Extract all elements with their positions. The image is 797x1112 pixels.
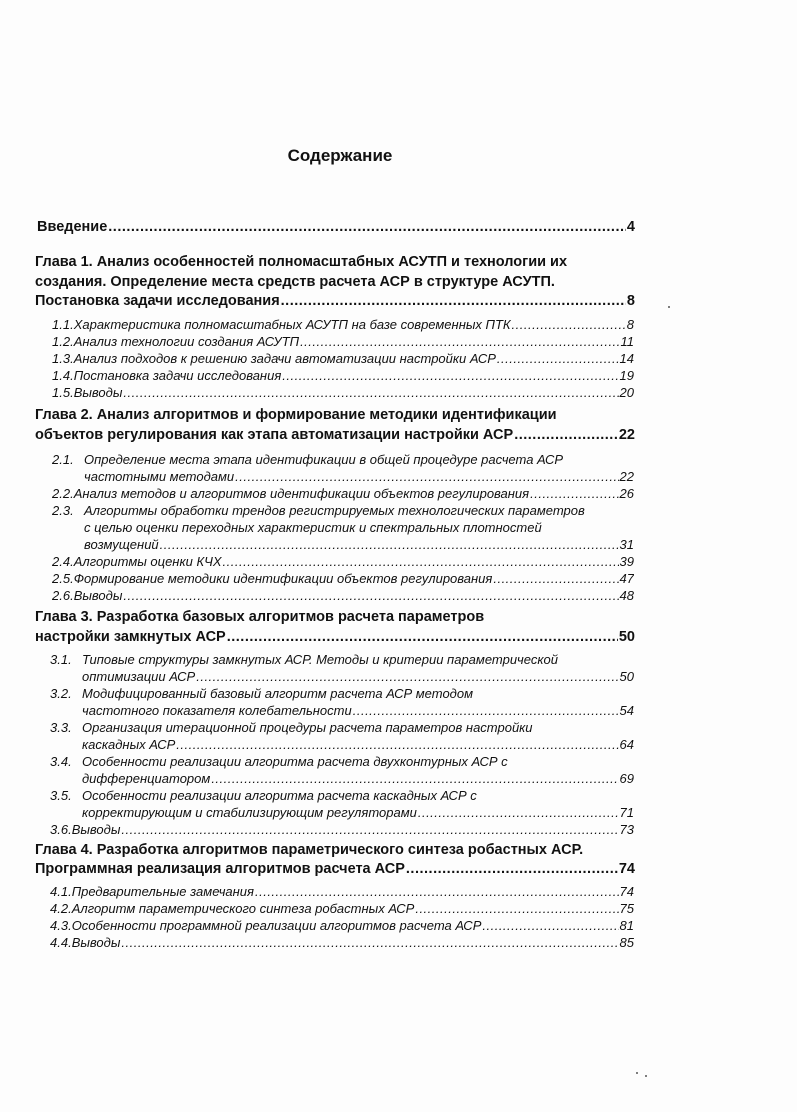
section-number: 3.5.	[50, 788, 72, 803]
toc-page-number: 31	[619, 537, 634, 552]
toc-page-number: 22	[618, 427, 635, 443]
toc-entry-section-3-5[interactable]	[82, 805, 634, 820]
toc-entry-title: Выводы	[73, 588, 123, 603]
toc-entry-section-2-2[interactable]	[52, 486, 634, 501]
toc-page-number: 11	[620, 334, 634, 349]
toc-entry-chapter-4[interactable]	[35, 861, 635, 877]
dot-leader	[160, 537, 619, 552]
section-2-3-line-2: с целью оценки переходных характеристик и спектральных плотностей	[84, 520, 542, 535]
toc-page-number: 19	[619, 368, 634, 383]
dot-leader	[493, 571, 618, 586]
section-3-4-line-1	[50, 754, 508, 769]
dot-leader	[406, 861, 618, 877]
dot-leader	[108, 219, 626, 235]
toc-page-number: 14	[619, 351, 634, 366]
section-number: 3.1.	[50, 652, 72, 667]
section-number: 2.3.	[52, 503, 74, 518]
dot-leader	[123, 588, 618, 603]
dot-leader	[255, 884, 619, 899]
toc-entry-section-1-4[interactable]	[52, 368, 634, 383]
page-title: Содержание	[287, 146, 393, 165]
chapter-2-heading-line-1: Глава 2. Анализ алгоритмов и формирование методики идентификации	[35, 407, 557, 423]
toc-page-number: 74	[619, 884, 634, 899]
section-number: 3.2.	[50, 686, 72, 701]
dot-leader	[497, 351, 619, 366]
toc-entry-title: Организация итерационной процедуры расчета параметров настройки	[82, 720, 533, 735]
toc-entry-section-1-2[interactable]	[52, 334, 634, 349]
toc-entry-section-3-2[interactable]	[82, 703, 634, 718]
toc-page-number: 64	[619, 737, 634, 752]
section-number: 2.5.	[52, 571, 74, 586]
toc-page-number: 81	[619, 918, 634, 933]
toc-entry-chapter-3[interactable]	[35, 629, 635, 645]
dot-leader	[227, 629, 618, 645]
toc-entry-section-1-1[interactable]	[52, 317, 634, 332]
toc-entry-title-continued: возмущений	[84, 537, 159, 552]
dot-leader	[121, 822, 618, 837]
toc-entry-chapter-1[interactable]	[35, 293, 635, 309]
toc-entry-title: Выводы	[71, 822, 121, 837]
toc-entry-section-2-4[interactable]	[52, 554, 634, 569]
toc-entry-section-2-6[interactable]	[52, 588, 634, 603]
section-number: 4.1.	[50, 884, 72, 899]
toc-entry-title: Выводы	[73, 385, 123, 400]
section-2-1-line-1	[52, 452, 563, 467]
section-2-3-line-1	[52, 503, 585, 518]
toc-page-number: 71	[619, 805, 634, 820]
section-number: 1.3.	[52, 351, 74, 366]
dot-leader	[196, 669, 618, 684]
toc-entry-title: Характеристика полномасштабных АСУТП на базе современных ПТК	[73, 317, 511, 332]
toc-entry-title: Анализ методов и алгоритмов идентификации объектов регулирования	[73, 486, 530, 501]
section-number: 4.4.	[50, 935, 72, 950]
dot-leader	[514, 427, 618, 443]
toc-page-number: 75	[619, 901, 634, 916]
toc-page-number: 8	[626, 293, 635, 309]
toc-entry-title: Особенности реализации алгоритма расчета каскадных АСР с	[82, 788, 477, 803]
section-number: 2.6.	[52, 588, 74, 603]
toc-page-number: 54	[619, 703, 634, 718]
toc-entry-title: Алгоритмы оценки КЧХ	[73, 554, 222, 569]
chapter-3-heading-line-1: Глава 3. Разработка базовых алгоритмов расчета параметров	[35, 609, 485, 625]
toc-entry-title-continued: дифференциатором	[82, 771, 211, 786]
toc-entry-section-3-3[interactable]	[82, 737, 634, 752]
toc-page-number: 4	[626, 219, 635, 235]
toc-entry-title: объектов регулирования как этапа автоматизации настройки АСР	[35, 427, 514, 443]
scan-speck	[636, 1072, 638, 1074]
toc-entry-section-3-1[interactable]	[82, 669, 634, 684]
dot-leader	[512, 317, 626, 332]
section-number: 4.3.	[50, 918, 72, 933]
toc-entry-section-1-5[interactable]	[52, 385, 634, 400]
dot-leader	[418, 805, 619, 820]
toc-entry-title: Алгоритмы обработки трендов регистрируемых технологических параметров	[84, 503, 585, 518]
dot-leader	[176, 737, 618, 752]
chapter-4-heading-line-1: Глава 4. Разработка алгоритмов параметрического синтеза робастных АСР.	[35, 842, 584, 858]
toc-entry-title: Анализ технологии создания АСУТП	[73, 334, 300, 349]
toc-entry-title: Особенности программной реализации алгоритмов расчета АСР	[71, 918, 482, 933]
toc-entry-title: Определение места этапа идентификации в общей процедуре расчета АСР	[84, 452, 564, 467]
section-number: 2.4.	[52, 554, 74, 569]
toc-page-number: 69	[619, 771, 634, 786]
toc-entry-title-continued: частотного показателя колебательности	[82, 703, 352, 718]
section-number: 1.1.	[52, 317, 74, 332]
section-number: 4.2.	[50, 901, 72, 916]
dot-leader	[281, 293, 626, 309]
dot-leader	[482, 918, 618, 933]
section-3-1-line-1	[50, 652, 558, 667]
section-3-5-line-1	[50, 788, 477, 803]
toc-entry-section-4-4[interactable]	[50, 935, 634, 950]
toc-entry-title: Анализ подходов к решению задачи автоматизации настройки АСР	[73, 351, 496, 366]
toc-page-number: 85	[619, 935, 634, 950]
toc-entry-title: Постановка задачи исследования	[35, 293, 280, 309]
toc-entry-title: Постановка задачи исследования	[73, 368, 282, 383]
chapter-1-heading-line-1: Глава 1. Анализ особенностей полномасштабных АСУТП и технологии их	[35, 254, 568, 270]
toc-entry-title: Выводы	[71, 935, 121, 950]
toc-entry-section-1-3[interactable]	[52, 351, 634, 366]
section-number: 2.2.	[52, 486, 74, 501]
toc-page-number: 50	[619, 669, 634, 684]
scan-speck	[645, 1075, 647, 1077]
toc-entry-title: Предварительные замечания	[71, 884, 254, 899]
toc-page-number: 39	[619, 554, 634, 569]
toc-page-number: 22	[619, 469, 634, 484]
toc-entry-title: Типовые структуры замкнутых АСР. Методы и критерии параметрической	[82, 652, 558, 667]
section-3-2-line-1	[50, 686, 473, 701]
dot-leader	[530, 486, 618, 501]
dot-leader	[235, 469, 618, 484]
toc-entry-intro[interactable]	[37, 219, 635, 235]
toc-entry-chapter-2[interactable]	[35, 427, 635, 443]
toc-entry-title: Программная реализация алгоритмов расчета АСР	[35, 861, 405, 877]
dot-leader	[223, 554, 619, 569]
chapter-1-heading-line-2: создания. Определение места средств расчета АСР в структуре АСУТП.	[35, 274, 555, 290]
section-number: 3.4.	[50, 754, 72, 769]
dot-leader	[353, 703, 619, 718]
toc-entry-section-3-6[interactable]	[50, 822, 634, 837]
toc-page-number: 20	[619, 385, 634, 400]
toc-entry-section-4-1[interactable]	[50, 884, 634, 899]
toc-entry-title-continued: оптимизации АСР	[82, 669, 196, 684]
toc-entry-title: Особенности реализации алгоритма расчета двухконтурных АСР с	[82, 754, 508, 769]
toc-page-number: 47	[619, 571, 634, 586]
dot-leader	[121, 935, 618, 950]
toc-page-number: 48	[619, 588, 634, 603]
section-number: 3.6.	[50, 822, 72, 837]
toc-entry-title: настройки замкнутых АСР	[35, 629, 226, 645]
toc-entry-title: Введение	[37, 219, 108, 235]
toc-entry-section-4-3[interactable]	[50, 918, 634, 933]
scan-speck	[668, 306, 670, 308]
toc-entry-section-4-2[interactable]	[50, 901, 634, 916]
section-number: 3.3.	[50, 720, 72, 735]
section-number: 1.4.	[52, 368, 74, 383]
toc-page-number: 50	[618, 629, 635, 645]
toc-entry-title-continued: каскадных АСР	[82, 737, 176, 752]
dot-leader	[300, 334, 619, 349]
toc-entry-section-2-1[interactable]	[84, 469, 634, 484]
dot-leader	[282, 368, 618, 383]
toc-entry-section-3-4[interactable]	[82, 771, 634, 786]
toc-entry-title: Модифицированный базовый алгоритм расчета АСР методом	[82, 686, 474, 701]
section-3-3-line-1	[50, 720, 533, 735]
dot-leader	[123, 385, 618, 400]
toc-page-number: 74	[618, 861, 635, 877]
toc-page-number: 73	[619, 822, 634, 837]
dot-leader	[211, 771, 618, 786]
section-number: 1.2.	[52, 334, 74, 349]
dot-leader	[415, 901, 618, 916]
section-number: 2.1.	[52, 452, 74, 467]
section-number: 1.5.	[52, 385, 74, 400]
toc-entry-title-continued: корректирующим и стабилизирующим регуляторами	[82, 805, 417, 820]
toc-page-number: 26	[619, 486, 634, 501]
toc-entry-title: Формирование методики идентификации объектов регулирования	[73, 571, 493, 586]
toc-entry-title: Алгоритм параметрического синтеза робастных АСР	[71, 901, 415, 916]
toc-entry-title-continued: частотными методами	[84, 469, 235, 484]
toc-entry-section-2-3[interactable]	[84, 537, 634, 552]
toc-page-number: 8	[626, 317, 634, 332]
toc-entry-section-2-5[interactable]	[52, 571, 634, 586]
